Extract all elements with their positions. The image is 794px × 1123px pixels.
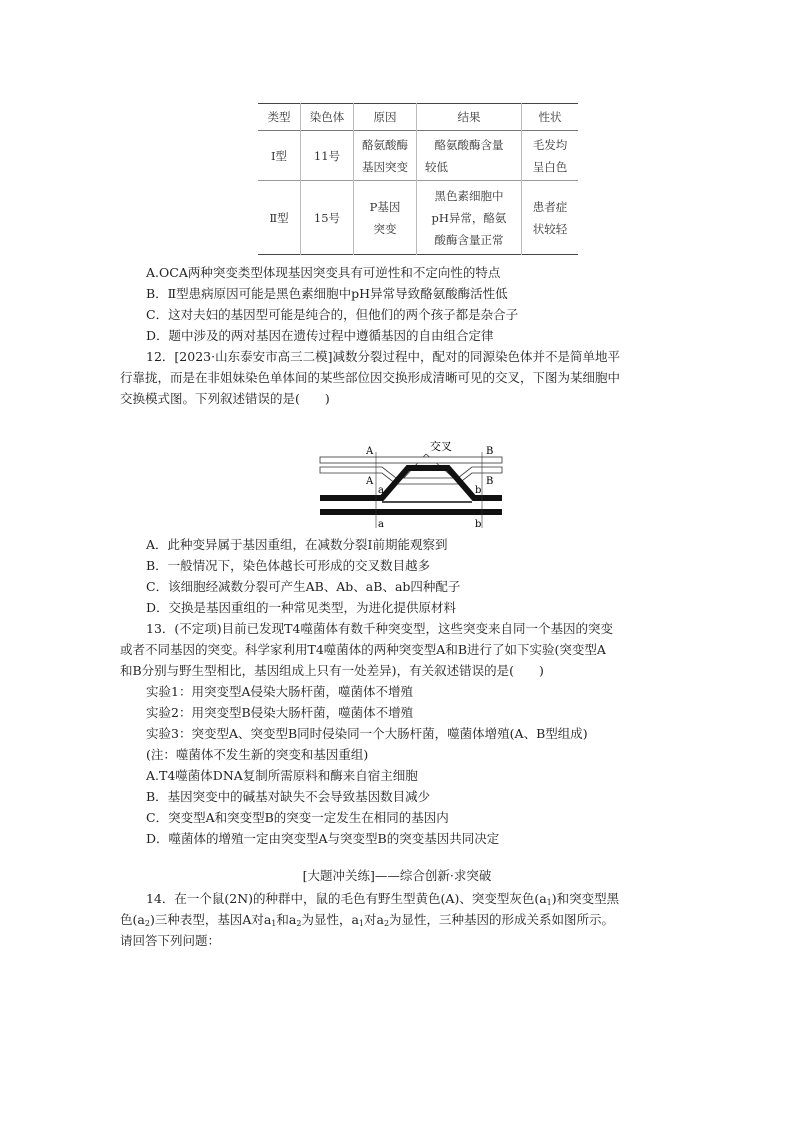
- q13-stem-line2: 或者不同基因的突变。科学家利用T4噬菌体的两种突变型A和B进行了如下实验(突变型A: [120, 642, 606, 657]
- q13-experiment-1: 实验1：用突变型A侵染大肠杆菌，噬菌体不增殖: [146, 684, 413, 699]
- q11-option-b: B．Ⅱ型患病原因可能是黑色素细胞中pH异常导致酪氨酸酶活性低: [146, 286, 508, 301]
- header-type: 类型: [267, 110, 291, 124]
- subscript: 2: [383, 919, 390, 928]
- q11-option-d: D．题中涉及的两对基因在遗传过程中遵循基因的自由组合定律: [146, 328, 494, 343]
- cell-line: 患者症: [532, 199, 568, 214]
- cell-line: 较低: [425, 159, 448, 174]
- text-run: )和突变型黑: [551, 891, 620, 906]
- cell-type: Ⅱ型: [269, 210, 289, 225]
- gene-label-a: a: [378, 485, 384, 496]
- cell-trait: [522, 131, 579, 181]
- header-cause: 原因: [354, 104, 417, 131]
- text-run: )三种表型，基因A对a: [149, 912, 272, 927]
- q11-option-a: A.OCA两种突变类型体现基因突变具有可逆性和不定向性的特点: [146, 265, 501, 280]
- subscript: 1: [546, 898, 552, 907]
- cell-line: 毛发均: [532, 137, 568, 152]
- text-run: 为显性，三种基因的形成关系如图所示。: [389, 912, 615, 927]
- cell-cause: [354, 181, 417, 255]
- q14-stem-line3: 请回答下列问题：: [120, 933, 221, 948]
- subscript: 1: [358, 919, 364, 928]
- q12-stem-line3: 交换模式图。下列叙述错误的是( ): [120, 391, 330, 406]
- gene-label-A: A: [366, 476, 374, 487]
- cell-chromosome: 15号: [301, 181, 354, 255]
- table-header-row: [258, 104, 578, 131]
- q12-option-d: D．交换是基因重组的一种常见类型，为进化提供原材料: [146, 600, 457, 615]
- q13-experiment-3: 实验3：突变型A、突变型B同时侵染同一个大肠杆菌，噬菌体增殖(A、B型组成): [146, 726, 588, 741]
- cell-type: Ⅰ型: [270, 148, 288, 163]
- text-run: 对a: [363, 912, 384, 927]
- header-result: 结果: [417, 104, 522, 131]
- cell-line: 酸酶含量正常: [434, 232, 504, 247]
- q13-note: (注：噬菌体不发生新的突变和基因重组): [146, 747, 369, 762]
- q13-experiment-2: 实验2：用突变型B侵染大肠杆菌，噬菌体不增殖: [146, 705, 414, 720]
- gene-label-a: a: [378, 519, 384, 530]
- text-run: 色(a: [120, 912, 145, 927]
- cross-label: 交叉: [430, 440, 452, 453]
- table-row: [258, 181, 578, 255]
- gene-label-b: b: [475, 519, 482, 530]
- gene-label-b: b: [475, 485, 482, 496]
- table-row: [258, 131, 578, 181]
- q13-stem-line1: 13．(不定项)目前已发现T4噬菌体有数千种突变型，这些突变来自同一个基因的突变: [146, 621, 613, 636]
- cell-line: pH异常，酪氨: [431, 210, 507, 225]
- cell-cause: [354, 131, 417, 181]
- crossover-diagram: [318, 438, 504, 530]
- subscript: 2: [144, 919, 150, 928]
- q11-option-c: C．这对夫妇的基因型可能是纯合的，但他们的两个孩子都是杂合子: [146, 307, 519, 322]
- q12-option-b: B．一般情况下，染色体越长可形成的交叉数目越多: [146, 558, 431, 573]
- cell-result: [417, 181, 522, 255]
- section-heading: [大题冲关练]——综合创新·求突破: [302, 868, 492, 883]
- q12-stem-line1: 12．[2023·山东泰安市高三二模]减数分裂过程中，配对的同源染色体并不是简单地平: [146, 349, 620, 364]
- q13-option-a: A.T4噬菌体DNA复制所需原料和酶来自宿主细胞: [146, 768, 418, 783]
- header-chromosome: 染色体: [301, 104, 354, 131]
- q13-option-d: D．噬菌体的增殖一定由突变型A与突变型B的突变基因共同决定: [146, 831, 500, 846]
- q13-option-c: C．突变型A和突变型B的突变一定发生在相同的基因内: [146, 810, 449, 825]
- cell-line: P基因: [369, 199, 401, 214]
- cell-trait: [522, 181, 579, 255]
- text-run: 14．在一个鼠(2N)的种群中，鼠的毛色有野生型黄色(A)、突变型灰色(a: [146, 891, 547, 906]
- cell-line: 黑色素细胞中: [434, 188, 504, 203]
- text-run: 为显性，a: [301, 912, 359, 927]
- q12-option-c: C．该细胞经减数分裂可产生AB、Ab、aB、ab四种配子: [146, 579, 461, 594]
- header-trait: 性状: [522, 104, 579, 131]
- gene-label-B: B: [486, 446, 494, 457]
- cell-chromosome: 11号: [301, 131, 354, 181]
- cell-result: [417, 131, 522, 181]
- cell-line: 突变: [373, 221, 397, 236]
- cell-line: 呈白色: [532, 159, 568, 174]
- cell-line: 基因突变: [362, 159, 408, 174]
- cell-line: 酪氨酸酶: [362, 137, 408, 152]
- subscript: 2: [296, 919, 302, 928]
- q12-option-a: A．此种变异属于基因重组，在减数分裂Ⅰ前期能观察到: [146, 537, 448, 552]
- oca-table: [258, 103, 578, 255]
- cell-line: 状较轻: [532, 221, 568, 236]
- gene-label-A: A: [366, 446, 374, 457]
- q13-option-b: B．基因突变中的碱基对缺失不会导致基因数目减少: [146, 789, 431, 804]
- q13-stem-line3: 和B分别与野生型相比，基因组成上只有一处差异)，有关叙述错误的是( ): [120, 663, 544, 678]
- q12-stem-line2: 行靠拢，而是在非姐妹染色单体间的某些部位因交换形成清晰可见的交叉，下图为某细胞中: [120, 370, 621, 385]
- text-run: 和a: [276, 912, 297, 927]
- gene-label-B: B: [486, 476, 494, 487]
- chromatid-thin: [320, 457, 502, 463]
- subscript: 1: [271, 919, 277, 928]
- cell-line: 酪氨酸酶含量: [434, 137, 504, 152]
